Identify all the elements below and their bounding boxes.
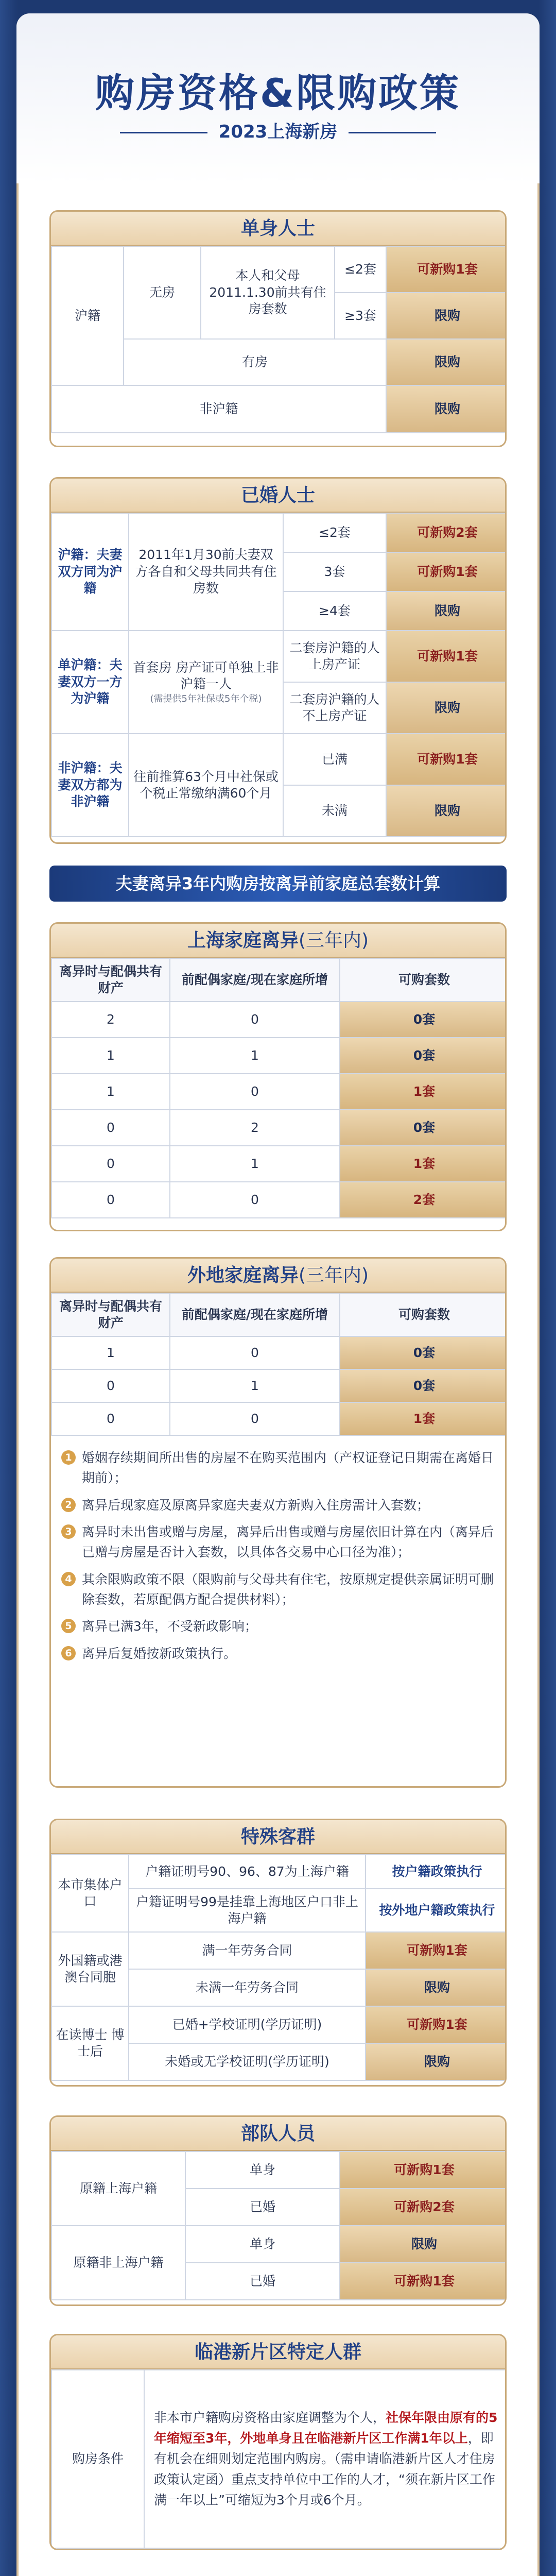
married-non-sh-b-result: 限购 bbox=[386, 785, 507, 837]
married-sh-condition: 2011年1月30前夫妻双方各自和父母共同共有住房数 bbox=[129, 513, 283, 631]
special-c1-label: 本市集体户口 bbox=[51, 1855, 129, 1932]
special-c3-r2: 未婚或无学校证明(学历证明) bbox=[129, 2043, 366, 2080]
page-subtitle bbox=[0, 117, 556, 143]
special-c1-r1: 户籍证明号90、96、87为上海户籍 bbox=[129, 1855, 366, 1889]
military-g1-married-result: 可新购2套 bbox=[340, 2189, 507, 2226]
cell: 1 bbox=[51, 1336, 170, 1369]
cell-result: 1套 bbox=[340, 1074, 507, 1110]
cell: 2 bbox=[170, 1110, 340, 1146]
sh-divorce-title bbox=[51, 924, 505, 958]
single-non-sh-result: 限购 bbox=[386, 385, 507, 433]
married-single-sh-note: (需提供5年社保或5年个税) bbox=[150, 693, 262, 704]
cell: 2 bbox=[51, 1002, 170, 1038]
single-section bbox=[49, 210, 507, 447]
cell: 0 bbox=[51, 1369, 170, 1402]
table-row bbox=[51, 1369, 507, 1402]
special-c3-r1: 已婚+学校证明(学历证明) bbox=[129, 2006, 366, 2043]
married-single-sh-b-result: 限购 bbox=[386, 682, 507, 734]
special-c2-r1-result: 可新购1套 bbox=[366, 1932, 507, 1969]
special-c1-r2: 户籍证明号99是挂靠上海地区户口非上海户籍 bbox=[129, 1889, 366, 1932]
subtitle-text: 2023上海新房 bbox=[218, 122, 338, 142]
special-c2-r1: 满一年劳务合同 bbox=[129, 1932, 366, 1969]
lingang-label: 购房条件 bbox=[51, 2370, 144, 2548]
cell: 0 bbox=[170, 1402, 340, 1435]
note-text: 离异后现家庭及原离异家庭夫妻双方新购入住房需计入套数； bbox=[82, 1497, 430, 1513]
table-row bbox=[51, 1110, 507, 1146]
special-c2-r2: 未满一年劳务合同 bbox=[129, 1969, 366, 2006]
single-le2-cell: ≤2套 bbox=[335, 246, 386, 293]
cell: 0 bbox=[51, 1402, 170, 1435]
cell-result: 1套 bbox=[340, 1402, 507, 1435]
married-single-sh-condition bbox=[129, 631, 283, 734]
single-ge3-result: 限购 bbox=[386, 293, 507, 339]
cell: 0 bbox=[51, 1182, 170, 1218]
single-condition-cell: 本人和父母2011.1.30前共有住房套数 bbox=[201, 246, 335, 339]
married-sh-b: 3套 bbox=[283, 552, 386, 591]
divorce-bar: 夫妻离异3年内购房按离异前家庭总套数计算 bbox=[49, 866, 507, 902]
sh-divorce-title-text: 上海家庭离异 bbox=[187, 930, 299, 951]
single-le2-result: 可新购1套 bbox=[386, 246, 507, 293]
cell-result: 0套 bbox=[340, 1110, 507, 1146]
lingang-text-2: ，即有机会在细则划定范围内购房。（需申请临港新片区人才住房政策认定函）重点支持单位中工作的人才，“须在新片区工作满一年以上”可缩短为3个月或6个月。 bbox=[154, 2431, 495, 2507]
table-row bbox=[51, 1402, 507, 1435]
military-g2-married-result: 可新购1套 bbox=[340, 2263, 507, 2300]
sh-divorce-h2: 前配偶家庭/现在家庭所增 bbox=[170, 958, 340, 1002]
cell: 0 bbox=[170, 1182, 340, 1218]
married-sh-a-result: 可新购2套 bbox=[386, 513, 507, 552]
married-single-sh-b: 二套房沪籍的人不上房产证 bbox=[283, 682, 386, 734]
single-non-sh-cell: 非沪籍 bbox=[51, 385, 386, 433]
military-g1: 原籍上海户籍 bbox=[51, 2151, 185, 2226]
cell: 1 bbox=[51, 1074, 170, 1110]
cell-result: 0套 bbox=[340, 1002, 507, 1038]
married-non-sh-condition: 往前推算63个月中社保或个税正常缴纳满60个月 bbox=[129, 734, 283, 837]
lingang-text bbox=[144, 2370, 507, 2548]
list-item bbox=[61, 1570, 495, 1610]
single-ge3-cell: ≥3套 bbox=[335, 293, 386, 339]
note-text: 其余限购政策不限（限购前与父母共有住宅，按原规定提供亲属证明可删除套数，若原配偶方配合提供材料）； bbox=[82, 1571, 494, 1607]
list-item bbox=[61, 1522, 495, 1563]
married-single-sh-label: 单沪籍：夫妻双方一方为沪籍 bbox=[51, 631, 129, 734]
married-non-sh-b: 未满 bbox=[283, 785, 386, 837]
out-divorce-h2: 前配偶家庭/现在家庭所增 bbox=[170, 1293, 340, 1336]
single-hukou-cell: 沪籍 bbox=[51, 246, 124, 385]
table-row bbox=[51, 1146, 507, 1182]
subtitle-line-left bbox=[120, 132, 207, 133]
military-g2-single-result: 限购 bbox=[340, 2226, 507, 2263]
note-text: 离异时未出售或赠与房屋，离异后出售或赠与房屋依旧计算在内（离异后已赠与房屋是否计入套数，以具体各交易中心口径为准）； bbox=[82, 1524, 494, 1560]
married-non-sh-a: 已满 bbox=[283, 734, 386, 785]
bullet-number: 4 bbox=[61, 1572, 76, 1586]
married-single-sh-a: 二套房沪籍的人上房产证 bbox=[283, 631, 386, 682]
subtitle-line-right bbox=[349, 132, 436, 133]
out-divorce-table bbox=[51, 1293, 507, 1436]
cell-result: 0套 bbox=[340, 1369, 507, 1402]
married-sh-c: ≥4套 bbox=[283, 591, 386, 631]
bullet-number: 3 bbox=[61, 1524, 76, 1539]
note-text: 离异已满3年，不受新政影响； bbox=[82, 1619, 257, 1634]
married-section bbox=[49, 477, 507, 844]
cell-result: 0套 bbox=[340, 1038, 507, 1074]
sh-divorce-table bbox=[51, 958, 507, 1218]
page-title: 购房资格&限购政策 bbox=[95, 70, 461, 116]
military-section bbox=[49, 2115, 507, 2306]
cell: 0 bbox=[170, 1002, 340, 1038]
married-single-sh-cond-text: 首套房 房产证可单独上非沪籍一人 bbox=[133, 659, 279, 692]
military-g2: 原籍非上海户籍 bbox=[51, 2226, 185, 2300]
out-divorce-section bbox=[49, 1257, 507, 1788]
sh-divorce-title-sm: (三年内) bbox=[298, 930, 369, 951]
lingang-section bbox=[49, 2334, 507, 2550]
right-decor-strip bbox=[538, 0, 556, 2576]
out-divorce-title-sm: (三年内) bbox=[298, 1265, 369, 1286]
bullet-number: 5 bbox=[61, 1619, 76, 1633]
bullet-number: 1 bbox=[61, 1450, 76, 1465]
cell: 1 bbox=[170, 1369, 340, 1402]
note-text: 婚姻存续期间所出售的房屋不在购买范围内（产权证登记日期需在离婚日期前）； bbox=[82, 1450, 494, 1485]
list-item bbox=[61, 1617, 495, 1637]
special-c2-r2-result: 限购 bbox=[366, 1969, 507, 2006]
special-c3-r2-result: 限购 bbox=[366, 2043, 507, 2080]
cell-result: 0套 bbox=[340, 1336, 507, 1369]
military-g1-single: 单身 bbox=[185, 2151, 340, 2189]
cell: 1 bbox=[170, 1146, 340, 1182]
single-section-title: 单身人士 bbox=[51, 212, 505, 246]
lingang-title: 临港新片区特定人群 bbox=[51, 2335, 505, 2369]
sh-divorce-h3: 可购套数 bbox=[340, 958, 507, 1002]
single-has-house-result: 限购 bbox=[386, 339, 507, 385]
out-divorce-h1: 离异时与配偶共有财产 bbox=[51, 1293, 170, 1336]
sh-divorce-h1: 离异时与配偶共有财产 bbox=[51, 958, 170, 1002]
out-divorce-h3: 可购套数 bbox=[340, 1293, 507, 1336]
cell-result: 2套 bbox=[340, 1182, 507, 1218]
married-sh-c-result: 限购 bbox=[386, 591, 507, 631]
married-sh-a: ≤2套 bbox=[283, 513, 386, 552]
special-table bbox=[51, 1854, 507, 2081]
bullet-number: 2 bbox=[61, 1498, 76, 1512]
special-c3-label: 在读博士 博士后 bbox=[51, 2006, 129, 2080]
out-divorce-title-text: 外地家庭离异 bbox=[187, 1265, 299, 1286]
table-row bbox=[51, 1336, 507, 1369]
military-title: 部队人员 bbox=[51, 2117, 505, 2151]
military-g1-married: 已婚 bbox=[185, 2189, 340, 2226]
cell: 0 bbox=[51, 1146, 170, 1182]
special-c1-r2-result: 按外地户籍政策执行 bbox=[366, 1889, 507, 1932]
table-row bbox=[51, 1038, 507, 1074]
bullet-number: 6 bbox=[61, 1646, 76, 1660]
table-row bbox=[51, 1002, 507, 1038]
lingang-text-red: 社保年限由原有的5年缩短至3年，外地单身且在临港新片区工作满1年以上 bbox=[154, 2410, 498, 2446]
special-title: 特殊客群 bbox=[51, 1820, 505, 1854]
special-section bbox=[49, 1819, 507, 2087]
divorce-notes bbox=[51, 1442, 505, 1675]
married-non-sh-a-result: 可新购1套 bbox=[386, 734, 507, 785]
married-sh-b-result: 可新购1套 bbox=[386, 552, 507, 591]
list-item bbox=[61, 1448, 495, 1488]
table-row bbox=[51, 1182, 507, 1218]
military-g2-single: 单身 bbox=[185, 2226, 340, 2263]
cell: 0 bbox=[170, 1336, 340, 1369]
left-decor-strip bbox=[0, 0, 18, 2576]
married-section-title: 已婚人士 bbox=[51, 479, 505, 513]
special-c2-label: 外国籍或港澳台同胞 bbox=[51, 1932, 129, 2006]
married-single-sh-a-result: 可新购1套 bbox=[386, 631, 507, 682]
cell: 0 bbox=[51, 1110, 170, 1146]
list-item bbox=[61, 1496, 495, 1516]
special-c3-r1-result: 可新购1套 bbox=[366, 2006, 507, 2043]
military-g2-married: 已婚 bbox=[185, 2263, 340, 2300]
single-no-house-cell: 无房 bbox=[124, 246, 201, 339]
note-text: 离异后复婚按新政策执行。 bbox=[82, 1646, 237, 1661]
lingang-table bbox=[51, 2369, 507, 2549]
married-sh-label: 沪籍：夫妻双方同为沪籍 bbox=[51, 513, 129, 631]
single-has-house-cell: 有房 bbox=[124, 339, 386, 385]
table-row bbox=[51, 1074, 507, 1110]
military-table bbox=[51, 2151, 507, 2300]
cell-result: 1套 bbox=[340, 1146, 507, 1182]
military-g1-single-result: 可新购1套 bbox=[340, 2151, 507, 2189]
married-table bbox=[51, 513, 507, 837]
list-item bbox=[61, 1644, 495, 1664]
cell: 0 bbox=[170, 1074, 340, 1110]
married-non-sh-label: 非沪籍：夫妻双方都为非沪籍 bbox=[51, 734, 129, 837]
single-table bbox=[51, 246, 507, 433]
sh-divorce-section bbox=[49, 922, 507, 1231]
lingang-text-1: 非本市户籍购房资格由家庭调整为个人， bbox=[154, 2410, 386, 2425]
special-c1-r1-result: 按户籍政策执行 bbox=[366, 1855, 507, 1889]
cell: 1 bbox=[51, 1038, 170, 1074]
cell: 1 bbox=[170, 1038, 340, 1074]
out-divorce-title bbox=[51, 1259, 505, 1293]
